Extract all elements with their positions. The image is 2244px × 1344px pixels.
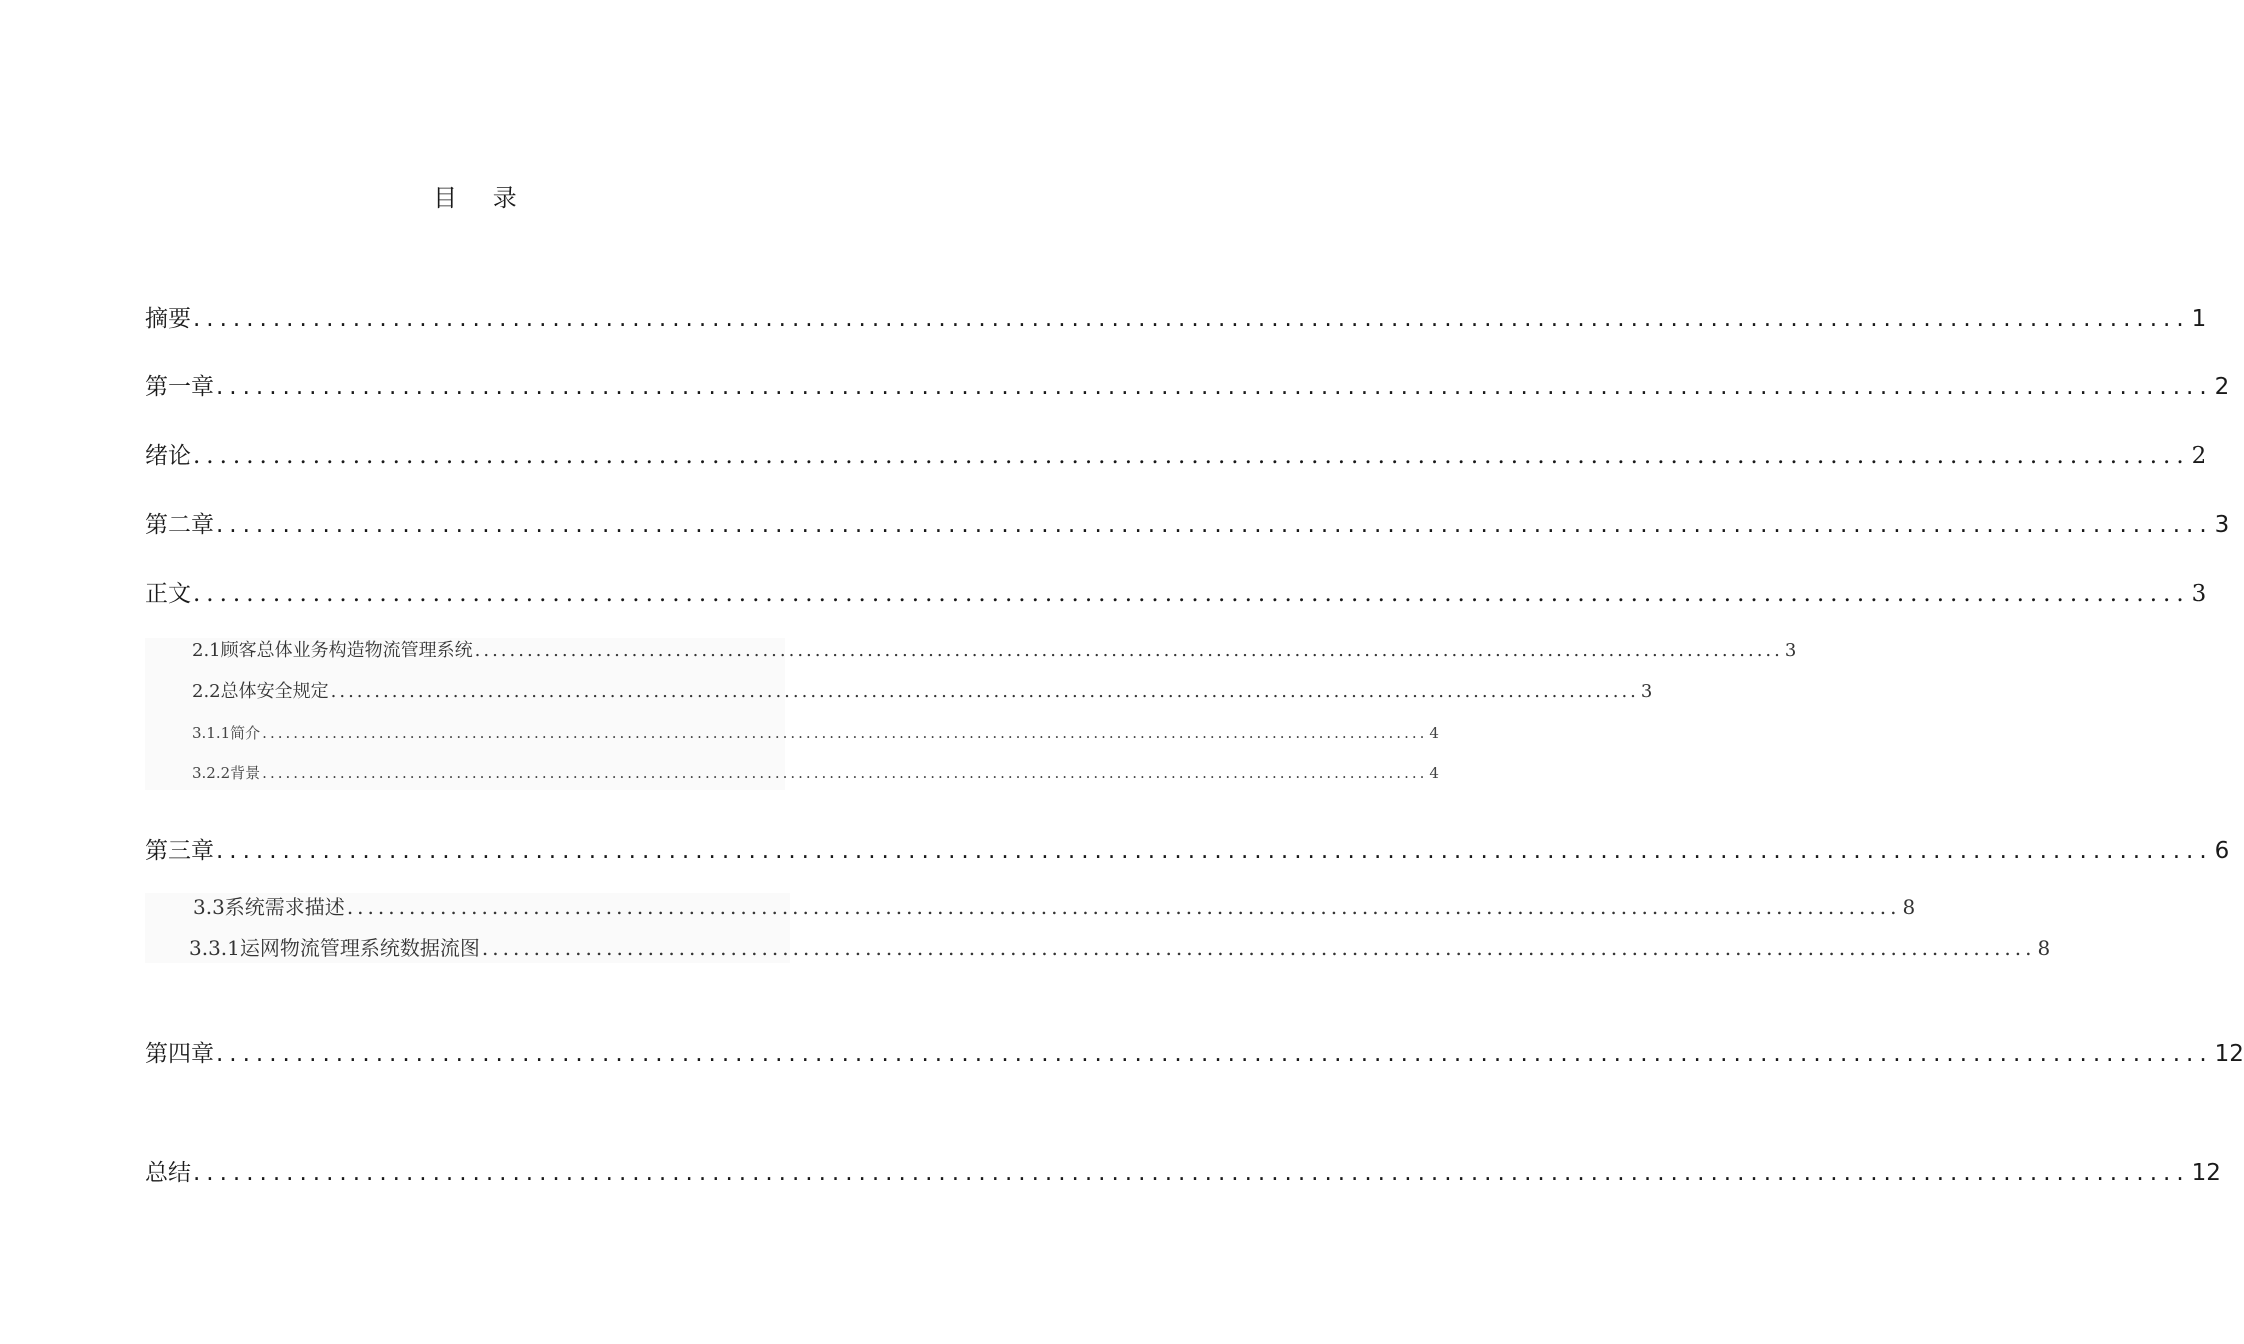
- toc-dot-leader: ......................................................................................................................................................: [330, 681, 1639, 702]
- toc-entry-chapter-4[interactable]: [145, 1038, 2244, 1070]
- toc-dot-leader: ......................................................................................................................................................: [193, 1160, 2190, 1186]
- toc-entry-label: 2.1顾客总体业务构造物流管理系统: [192, 640, 473, 661]
- toc-title: 目 录: [433, 184, 531, 212]
- toc-page-number: 6: [2214, 838, 2230, 864]
- toc-dot-leader: ......................................................................................................................................................: [216, 374, 2213, 400]
- toc-page-number: 3: [2214, 512, 2230, 538]
- toc-page-number: 8: [1902, 895, 1916, 919]
- toc-entry-label: 第三章: [145, 838, 214, 864]
- toc-page-number: 12: [2214, 1041, 2244, 1067]
- toc-page-number: 3: [1640, 681, 1653, 702]
- toc-entry-2-2[interactable]: [192, 679, 1653, 705]
- toc-entry-label: 3.3.1运网物流管理系统数据流图: [189, 936, 480, 960]
- toc-page-number: 2: [2214, 374, 2230, 400]
- toc-entry-3-3[interactable]: [193, 893, 1916, 921]
- toc-dot-leader: ......................................................................................................................................................: [216, 512, 2213, 538]
- toc-dot-leader: ......................................................................................................................................................: [193, 306, 2190, 332]
- toc-entry-label: 3.1.1简介: [192, 724, 261, 742]
- toc-dot-leader: ......................................................................................................................................................: [193, 443, 2190, 469]
- toc-page-number: 8: [2037, 936, 2051, 960]
- toc-entry-label: 总结: [145, 1160, 191, 1186]
- toc-entry-label: 2.2总体安全规定: [192, 681, 329, 702]
- toc-page-number: 3: [2191, 581, 2207, 607]
- toc-page-number: 12: [2191, 1160, 2221, 1186]
- toc-dot-leader: ......................................................................................................................................................: [346, 895, 1901, 919]
- toc-entry-label: 绪论: [145, 443, 191, 469]
- toc-dot-leader: ......................................................................................................................................................: [216, 1041, 2213, 1067]
- toc-page-number: 4: [1429, 764, 1439, 782]
- toc-entry-chapter-3[interactable]: [145, 835, 2230, 867]
- toc-page-number: 2: [2191, 443, 2207, 469]
- toc-entry-2-1[interactable]: [192, 638, 1797, 664]
- toc-entry-3-2-2[interactable]: [192, 762, 1439, 784]
- toc-entry-introduction[interactable]: [145, 440, 2207, 472]
- toc-entry-label: 3.2.2背景: [192, 764, 261, 782]
- toc-entry-label: 第二章: [145, 512, 214, 538]
- toc-dot-leader: ......................................................................................................................................................: [481, 936, 2036, 960]
- toc-dot-leader: ......................................................................................................................................................: [193, 581, 2190, 607]
- toc-entry-label: 第四章: [145, 1041, 214, 1067]
- toc-dot-leader: ......................................................................................................................................................: [474, 640, 1783, 661]
- toc-entry-label: 摘要: [145, 306, 191, 332]
- toc-entry-3-1-1[interactable]: [192, 722, 1439, 744]
- toc-page-number: 1: [2191, 306, 2207, 332]
- toc-entry-abstract[interactable]: [145, 303, 2207, 335]
- toc-page-number: 4: [1429, 724, 1439, 742]
- toc-entry-summary[interactable]: [145, 1157, 2221, 1189]
- toc-entry-chapter-2[interactable]: [145, 509, 2230, 541]
- toc-entry-3-3-1[interactable]: [189, 934, 2051, 962]
- toc-entry-label: 3.3系统需求描述: [193, 895, 345, 919]
- toc-dot-leader: ......................................................................................................................................................: [216, 838, 2213, 864]
- toc-entry-label: 正文: [145, 581, 191, 607]
- toc-page-number: 3: [1784, 640, 1797, 661]
- toc-entry-main-text[interactable]: [145, 578, 2207, 610]
- toc-entry-label: 第一章: [145, 374, 214, 400]
- toc-dot-leader: ......................................................................................................................................................: [262, 724, 1428, 742]
- toc-entry-chapter-1[interactable]: [145, 371, 2230, 403]
- toc-dot-leader: ......................................................................................................................................................: [262, 764, 1428, 782]
